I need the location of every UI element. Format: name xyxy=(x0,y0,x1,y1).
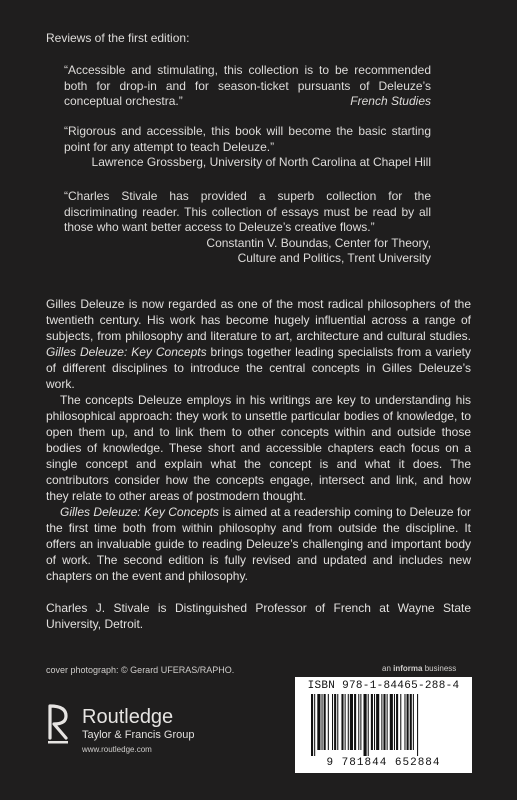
barcode-bar xyxy=(311,694,313,756)
barcode-bar xyxy=(390,694,393,750)
review-source-line-1: Constantin V. Boundas, Center for Theory, xyxy=(206,235,431,250)
barcode-bar xyxy=(354,694,356,750)
review-source-line-2: Culture and Politics, Trent University xyxy=(237,251,431,265)
barcode-bar xyxy=(337,694,338,750)
barcode-bar xyxy=(394,694,395,750)
review-2 xyxy=(64,124,431,171)
description-paragraph-3: Gilles Deleuze: Key Concepts is aimed at a readership coming to Deleuze for the first time both from within philosophy and from outside the discipline. It offers an invaluable guide to reading Deleuze’s challenging and important body of work. The second edition is fully revised and updated and includes new chapters on the event and philosophy. xyxy=(46,505,471,583)
barcode-bar xyxy=(387,694,388,750)
barcode-bar xyxy=(314,694,315,756)
review-quote: “Accessible and stimulating, this collection is to be recommended both for drop-in and for season-ticket pursuants of Deleuze’s conceptual orchestra.” French Studies xyxy=(64,63,431,108)
barcode-bar xyxy=(413,694,414,750)
barcode-bar xyxy=(400,694,401,750)
barcode-bar xyxy=(417,694,418,756)
cover-credit: cover photograph: © Gerard UFERAS/RAPHO. xyxy=(46,665,235,675)
barcode-bar xyxy=(334,694,336,750)
book-title: Gilles Deleuze: Key Concepts xyxy=(46,345,207,359)
author-bio: Charles J. Stivale is Distinguished Professor of French at Wayne State University, Detroit. xyxy=(46,601,471,631)
barcode-bar xyxy=(317,694,320,750)
publisher-name: Routledge xyxy=(82,706,174,728)
barcode-bar xyxy=(376,694,379,750)
review-source: Lawrence Grossberg, University of North Carolina at Chapel Hill xyxy=(91,155,431,169)
barcode-bar xyxy=(371,694,373,750)
barcode-bar xyxy=(328,694,329,750)
description-paragraph-2: The concepts Deleuze employs in his writings are key to understanding his philosophical approach: they work to unsettle particular bodies of knowledge, to open them up, and to link them to other concepts within and outside those bodies of knowledge. These short and accessible chapters each focus on a single concept and explain what the concept is and what it does. The contributors consider how the concepts engage, intersect and link, and how they relate to other areas of postmodern thought. xyxy=(46,393,471,503)
barcode-bar xyxy=(360,694,361,750)
barcode-bars xyxy=(309,694,459,756)
review-quote: “Rigorous and accessible, this book will become the basic starting point for any attempt to teach Deleuze.” xyxy=(64,124,431,154)
barcode-bar xyxy=(358,694,359,750)
book-title: Gilles Deleuze: Key Concepts xyxy=(60,505,219,519)
barcode-bar xyxy=(345,694,346,750)
barcode-bar xyxy=(374,694,375,750)
book-description xyxy=(46,296,471,584)
reviews-heading: Reviews of the first edition: xyxy=(46,31,190,45)
barcode-bar xyxy=(368,694,369,756)
isbn-label: ISBN 978-1-84465-288-4 xyxy=(307,680,460,692)
barcode-bar xyxy=(381,694,382,750)
review-1 xyxy=(64,63,431,110)
isbn-barcode xyxy=(295,677,472,773)
review-quote: “Charles Stivale has provided a superb collection for the discriminating reader. This collection of essays must be read by all those who want better access to Deleuze’s creative flows.” xyxy=(64,189,431,234)
barcode-bar xyxy=(396,694,398,750)
barcode-bar xyxy=(332,694,333,750)
review-3 xyxy=(64,189,431,267)
publisher-brand xyxy=(82,706,194,754)
barcode-bar xyxy=(410,694,412,750)
barcode-bar xyxy=(364,694,367,756)
barcode-bar xyxy=(322,694,323,750)
barcode-bar xyxy=(324,694,326,750)
description-paragraph-1: Gilles Deleuze is now regarded as one of the most radical philosophers of the twentieth century. His work has become hugely influential across a range of subjects, from philosophy and literature to art, architecture and cultural studies. Gilles Deleuze: Key Concepts brings together leading specialists from a variety of different disciplines to introduce the central concepts in Gilles Deleuze’s work. xyxy=(46,297,471,391)
review-source: French Studies xyxy=(350,94,431,108)
barcode-bar xyxy=(350,694,353,750)
publisher-url: www.routledge.com xyxy=(82,745,152,754)
barcode-digits: 9 781844 652884 xyxy=(326,757,441,769)
barcode-bar xyxy=(341,694,343,750)
barcode-bar xyxy=(407,694,409,750)
publisher-group: Taylor & Francis Group xyxy=(82,729,195,741)
informa-business-label: an informa business xyxy=(382,664,457,673)
barcode-bar xyxy=(383,694,385,750)
routledge-logo-icon xyxy=(46,702,70,746)
barcode-bar xyxy=(404,694,405,750)
barcode-bar xyxy=(348,694,349,750)
